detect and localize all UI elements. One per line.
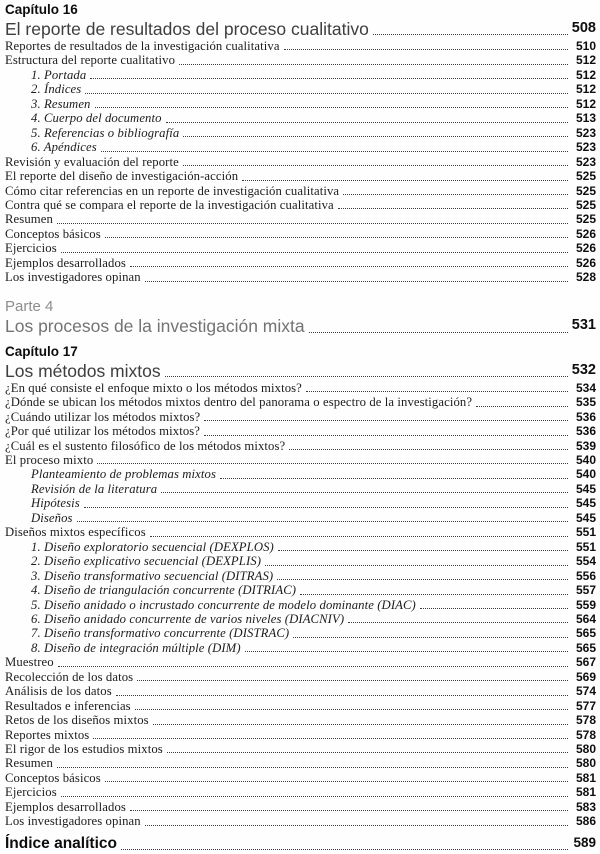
toc-entry-label: El reporte del diseño de investigación-acción [5,169,239,184]
toc-entry [5,381,596,395]
part-title-label: Los procesos de la investigación mixta [5,315,305,336]
chapter-heading: Capítulo 17 [5,343,78,359]
dot-leader [95,107,569,108]
toc-entry [5,670,596,684]
dot-leader [284,49,568,50]
toc-entry [5,655,596,669]
toc-entry-page-number: 526 [575,255,596,270]
dot-leader [220,478,568,479]
toc-entry-label: 6. Diseño anidado concurrente de varios niveles (DIACNIV) [31,611,345,626]
dot-leader [167,752,568,753]
dot-leader [242,180,568,181]
toc-entry-label: Ejemplos desarrollados [5,255,126,270]
toc-entry-label: Resumen [5,756,53,771]
toc-entry [5,39,596,53]
toc-entry [5,241,596,255]
toc-entry-label: El rigor de los estudios mixtos [5,742,163,757]
toc-entry [5,583,596,597]
toc-entry-page-number: 586 [575,814,596,829]
part-heading: Parte 4 [5,297,54,315]
toc-entry-page-number: 551 [575,525,596,540]
toc-entry-label: Retos de los diseños mixtos [5,713,149,728]
dot-leader [161,492,568,493]
toc-entry-page-number: 554 [575,554,596,569]
toc-entry-label: Revisión de la literatura [31,481,158,496]
dot-leader [135,709,568,710]
toc-entry [5,771,596,785]
toc-entry-page-number: 556 [575,568,596,583]
toc-entry [5,756,596,770]
toc-entry-page-number: 510 [575,39,596,53]
toc-entry-page-number: 526 [575,241,596,256]
toc-entry-label: 2. Diseño explicativo secuencial (DEXPLIS) [31,554,262,569]
toc-entry-label: 4. Diseño de triangulación concurrente (DITRIAC) [31,583,297,598]
toc-root [5,2,596,854]
toc-entry-page-number: 525 [575,169,596,184]
dot-leader [137,680,568,681]
dot-leader [289,449,568,450]
toc-entry-label: 2. Índices [31,82,82,97]
dot-leader [145,281,568,282]
toc-entry [5,439,596,453]
toc-entry-page-number: 540 [575,467,596,482]
dot-leader [343,194,568,195]
toc-entry-label: Planteamiento de problemas mixtos [31,467,217,482]
toc-entry-page-number: 565 [575,640,596,655]
toc-entry-page-number: 525 [575,183,596,198]
toc-entry-page-number: 581 [575,785,596,800]
toc-entry-label: El proceso mixto [5,452,94,467]
dot-leader [105,781,568,782]
toc-entry [5,68,596,82]
toc-entry-page-number: 551 [575,539,596,554]
dot-leader [309,332,568,333]
toc-entry-page-number: 535 [575,395,596,410]
dot-leader [90,78,568,79]
toc-entry-label: Resultados e inferencias [5,698,131,713]
toc-entry-label: Ejemplos desarrollados [5,799,126,814]
toc-entry-page-number: 525 [575,212,596,227]
dot-leader [57,767,568,768]
toc-entry [5,482,596,496]
toc-entry-label: 5. Referencias o bibliografía [31,125,180,140]
dot-leader [183,165,568,166]
toc-entry-page-number: 557 [575,583,596,598]
toc-entry-label: 5. Diseño anidado o incrustado concurrente de modelo dominante (DIAC) [31,597,416,612]
toc-entry [5,169,596,183]
toc-entry-page-number: 512 [575,82,596,97]
dot-leader [153,724,568,725]
index-title [5,833,596,854]
dot-leader [373,34,568,35]
toc-entry-page-number: 528 [575,270,596,285]
toc-entry-page-number: 545 [575,481,596,496]
toc-entry [5,742,596,756]
toc-entry [5,198,596,212]
toc-entry-label: ¿Cuál es el sustento filosófico de los métodos mixtos? [5,438,286,453]
toc-entry-page-number: 525 [575,197,596,212]
toc-entry-page-number: 513 [575,111,596,126]
toc-entry-label: 3. Resumen [31,96,91,111]
toc-entry-page-number: 564 [575,611,596,626]
dot-leader [105,237,568,238]
toc-entry-label: Muestreo [5,655,54,670]
toc-entry-page-number: 512 [575,67,596,82]
toc-entry-page-number: 581 [575,770,596,785]
toc-section-chapter [5,2,596,285]
part-title-page-number: 531 [571,316,596,333]
dot-leader [58,666,568,667]
toc-entry [5,126,596,140]
toc-entry-page-number: 583 [575,799,596,814]
toc-entry-label: ¿Cuándo utilizar los métodos mixtos? [5,409,201,424]
toc-entry [5,212,596,226]
toc-entry-label: Hipótesis [31,496,80,511]
toc-entry [5,713,596,727]
dot-leader [57,223,568,224]
toc-entry-label: 8. Diseño de integración múltiple (DIM) [31,640,241,655]
dot-leader [265,565,568,566]
dot-leader [338,208,568,209]
toc-entry [5,395,596,409]
toc-entry [5,496,596,510]
toc-entry-label: Reportes de resultados de la investigación cualitativa [5,39,280,53]
toc-entry-page-number: 578 [575,727,596,742]
toc-entry [5,53,596,67]
toc-entry [5,270,596,284]
dot-leader [300,594,568,595]
dot-leader [150,536,568,537]
toc-entry-label: Reportes mixtos [5,727,90,742]
toc-entry-label: Ejercicios [5,785,57,800]
toc-entry-page-number: 567 [575,655,596,670]
dot-leader [166,122,568,123]
toc-entry-page-number: 512 [575,96,596,111]
toc-entry-label: 6. Apéndices [31,140,97,155]
toc-entry-label: 4. Cuerpo del documento [31,111,162,126]
dot-leader [77,521,568,522]
dot-leader [245,651,568,652]
toc-entry [5,800,596,814]
dot-leader [204,435,568,436]
toc-entry-page-number: 540 [575,452,596,467]
toc-entry [5,569,596,583]
dot-leader [85,93,568,94]
toc-section-chapter2 [5,344,596,829]
toc-entry-page-number: 523 [575,125,596,140]
dot-leader [130,810,568,811]
toc-entry-label: Cómo citar referencias en un reporte de investigación cualitativa [5,183,340,198]
toc-entry-page-number: 578 [575,713,596,728]
toc-entry-label: Conceptos básicos [5,226,101,241]
toc-entry-label: Estructura del reporte cualitativo [5,53,176,68]
toc-section-part [5,298,596,337]
dot-leader [420,608,568,609]
toc-entry [5,453,596,467]
toc-entry-label: 1. Portada [31,67,87,82]
toc-entry [5,97,596,111]
toc-entry-label: ¿Dónde se ubican los métodos mixtos dentro del panorama o espectro de la investigación? [5,395,473,410]
toc-entry-page-number: 565 [575,626,596,641]
toc-entry [5,424,596,438]
toc-entry-label: Recolección de los datos [5,669,134,684]
dot-leader [97,463,568,464]
toc-entry-page-number: 536 [575,409,596,424]
dot-leader [183,136,568,137]
toc-entry [5,227,596,241]
toc-entry-page-number: 580 [575,742,596,757]
toc-entry [5,728,596,742]
index-title-label: Índice analítico [5,834,117,852]
toc-entry [5,785,596,799]
chapter-title [5,18,596,39]
toc-entry-page-number: 512 [575,53,596,68]
toc-entry [5,410,596,424]
toc-entry [5,598,596,612]
toc-entry-label: Diseños [31,510,73,525]
toc-section-index [5,833,596,854]
toc-entry-page-number: 536 [575,424,596,439]
dot-leader [101,151,568,152]
toc-entry-label: Resumen [5,212,53,227]
dot-leader [293,637,568,638]
toc-entry [5,155,596,169]
index-title-page-number: 589 [573,834,596,850]
toc-entry-label: Los investigadores opinan [5,814,141,829]
toc-entry-page-number: 580 [575,756,596,771]
toc-entry-label: Análisis de los datos [5,684,112,699]
toc-entry [5,525,596,539]
toc-entry-label: Revisión y evaluación del reporte [5,154,179,169]
toc-entry [5,626,596,640]
toc-entry [5,554,596,568]
toc-entry-label: 3. Diseño transformativo secuencial (DITRAS) [31,568,274,583]
toc-entry-page-number: 534 [575,380,596,395]
dot-leader [179,64,568,65]
toc-entry-page-number: 545 [575,510,596,525]
toc-entry [5,699,596,713]
toc-entry [5,111,596,125]
dot-leader [277,579,568,580]
dot-leader [84,507,568,508]
toc-entry-label: Ejercicios [5,241,57,256]
dot-leader [204,420,568,421]
toc-entry-page-number: 539 [575,438,596,453]
dot-leader [130,266,568,267]
toc-entry [5,467,596,481]
part-title [5,315,596,337]
chapter-title-page-number: 532 [571,361,596,378]
dot-leader [165,376,568,377]
toc-entry [5,140,596,154]
toc-entry-label: 1. Diseño exploratorio secuencial (DEXPLOS) [31,539,274,554]
dot-leader [61,796,568,797]
toc-entry-page-number: 569 [575,669,596,684]
toc-entry-label: ¿En qué consiste el enfoque mixto o los métodos mixtos? [5,380,302,395]
chapter-title-label: Los métodos mixtos [5,360,161,381]
toc-entry-page-number: 577 [575,698,596,713]
dot-leader [61,252,568,253]
dot-leader [145,825,568,826]
chapter-title [5,360,596,381]
toc-entry-label: Diseños mixtos específicos [5,525,146,540]
dot-leader [306,391,568,392]
toc-entry [5,511,596,525]
toc-entry-page-number: 526 [575,226,596,241]
toc-entry [5,540,596,554]
toc-entry [5,256,596,270]
chapter-heading: Capítulo 16 [5,2,78,17]
toc-entry-label: Contra qué se compara el reporte de la investigación cualitativa [5,197,334,212]
dot-leader [476,406,568,407]
toc-entry [5,814,596,828]
chapter-title-page-number: 508 [571,20,596,36]
toc-entry-page-number: 523 [575,154,596,169]
toc-entry-label: Los investigadores opinan [5,270,141,285]
toc-entry-page-number: 545 [575,496,596,511]
toc-entry [5,612,596,626]
toc-entry-page-number: 574 [575,684,596,699]
dot-leader [278,550,568,551]
toc-entry [5,82,596,96]
toc-entry [5,184,596,198]
toc-entry-label: 7. Diseño transformativo concurrente (DISTRAC) [31,626,290,641]
chapter-title-label: El reporte de resultados del proceso cualitativo [5,19,369,39]
toc-entry-page-number: 523 [575,140,596,155]
dot-leader [93,738,568,739]
dot-leader [348,622,568,623]
toc-entry-label: Conceptos básicos [5,770,101,785]
toc-entry-label: ¿Por qué utilizar los métodos mixtos? [5,424,201,439]
toc-entry-page-number: 559 [575,597,596,612]
toc-entry [5,641,596,655]
toc-entry [5,684,596,698]
dot-leader [116,695,568,696]
